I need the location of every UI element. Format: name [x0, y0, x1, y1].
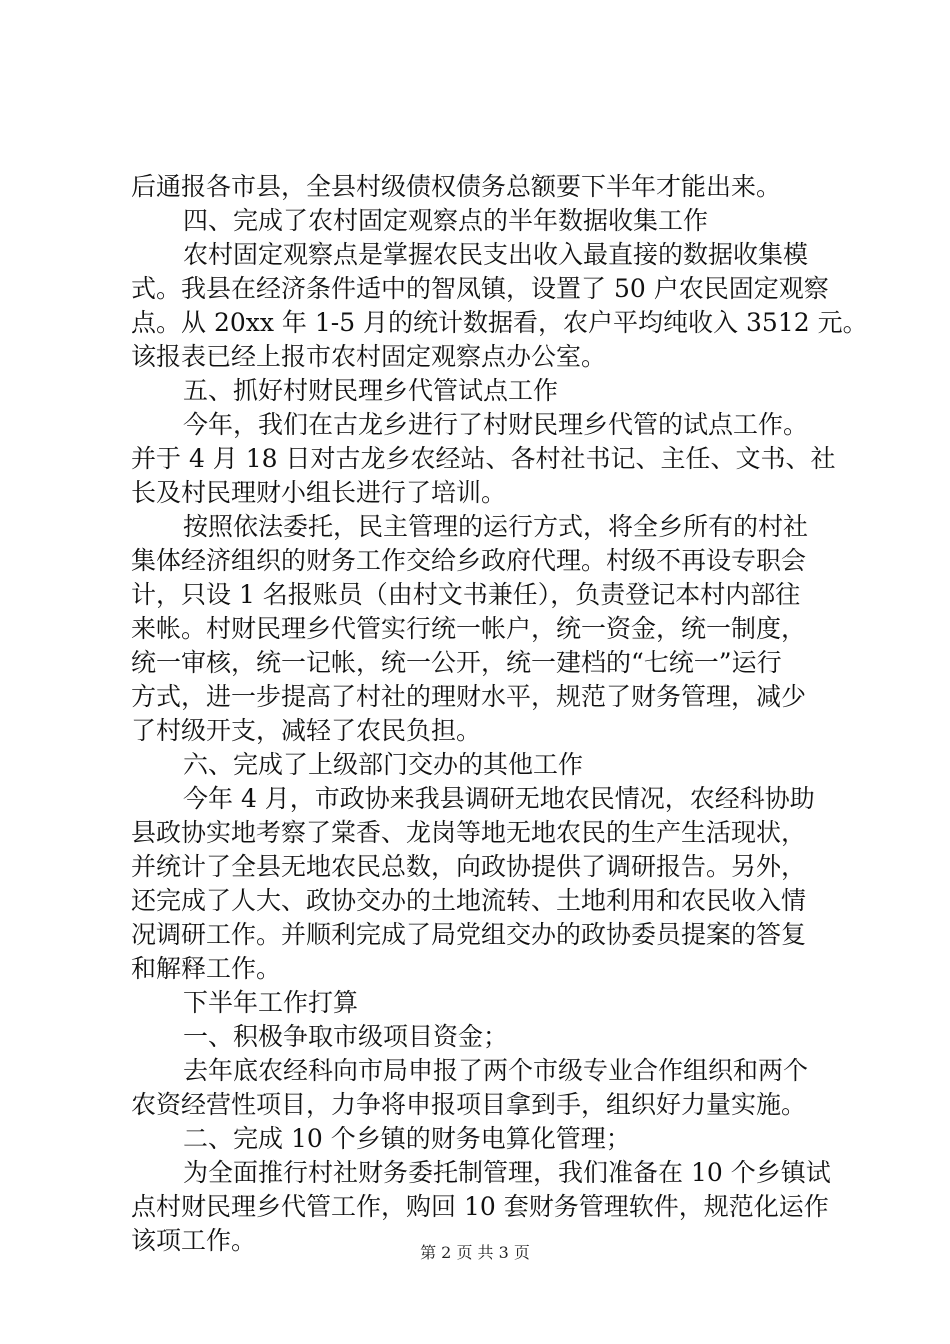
text-line: 点。从 20xx 年 1-5 月的统计数据看，农户平均纯收入 3512 元。 — [131, 308, 868, 337]
text-line: 二、完成 10 个乡镇的财务电算化管理； — [183, 1124, 631, 1153]
text-line: 来帐。村财民理乡代管实行统一帐户，统一资金，统一制度， — [131, 614, 807, 643]
text-line: 今年 4 月，市政协来我县调研无地农民情况，农经科协助 — [183, 784, 815, 813]
text-line: 为全面推行村社财务委托制管理，我们准备在 10 个乡镇试 — [183, 1158, 831, 1187]
text-line: 该报表已经上报市农村固定观察点办公室。 — [131, 342, 607, 371]
text-line: 还完成了人大、政协交办的土地流转、土地利用和农民收入情 — [131, 886, 807, 915]
page-footer: 第 2 页 共 3 页 — [420, 1243, 530, 1262]
text-line: 统一审核，统一记帐，统一公开，统一建档的“七统一”运行 — [131, 648, 782, 677]
text-line: 农村固定观察点是掌握农民支出收入最直接的数据收集模 — [183, 240, 809, 269]
text-line: 并统计了全县无地农民总数，向政协提供了调研报告。另外， — [131, 852, 807, 881]
document-body — [131, 170, 868, 1258]
text-line: 四、完成了农村固定观察点的半年数据收集工作 — [183, 206, 709, 235]
text-line: 该项工作。 — [131, 1226, 257, 1255]
text-line: 况调研工作。并顺利完成了局党组交办的政协委员提案的答复 — [131, 920, 807, 949]
text-line: 方式，进一步提高了村社的理财水平，规范了财务管理，减少 — [131, 682, 807, 711]
text-line: 了村级开支，减轻了农民负担。 — [131, 716, 482, 745]
text-line: 集体经济组织的财务工作交给乡政府代理。村级不再设专职会 — [131, 546, 807, 575]
text-line: 一、积极争取市级项目资金； — [183, 1022, 509, 1051]
text-line: 六、完成了上级部门交办的其他工作 — [183, 750, 584, 779]
text-line: 五、抓好村财民理乡代管试点工作 — [183, 376, 559, 405]
text-line: 和解释工作。 — [131, 954, 282, 983]
text-line: 去年底农经科向市局申报了两个市级专业合作组织和两个 — [183, 1056, 809, 1085]
text-line: 式。我县在经济条件适中的智凤镇，设置了 50 户农民固定观察 — [131, 274, 829, 303]
text-line: 计，只设 1 名报账员（由村文书兼任），负责登记本村内部往 — [131, 580, 801, 609]
text-line: 下半年工作打算 — [183, 988, 359, 1017]
text-line: 后通报各市县，全县村级债权债务总额要下半年才能出来。 — [131, 172, 782, 201]
text-line: 县政协实地考察了棠香、龙岗等地无地农民的生产生活现状， — [131, 818, 807, 847]
text-line: 长及村民理财小组长进行了培训。 — [131, 478, 507, 507]
text-line: 按照依法委托，民主管理的运行方式，将全乡所有的村社 — [183, 512, 809, 541]
text-line: 点村财民理乡代管工作，购回 10 套财务管理软件，规范化运作 — [131, 1192, 829, 1221]
text-line: 并于 4 月 18 日对古龙乡农经站、各村社书记、主任、文书、社 — [131, 444, 836, 473]
text-line: 农资经营性项目，力争将申报项目拿到手，组织好力量实施。 — [131, 1090, 807, 1119]
text-line: 今年，我们在古龙乡进行了村财民理乡代管的试点工作。 — [183, 410, 809, 439]
